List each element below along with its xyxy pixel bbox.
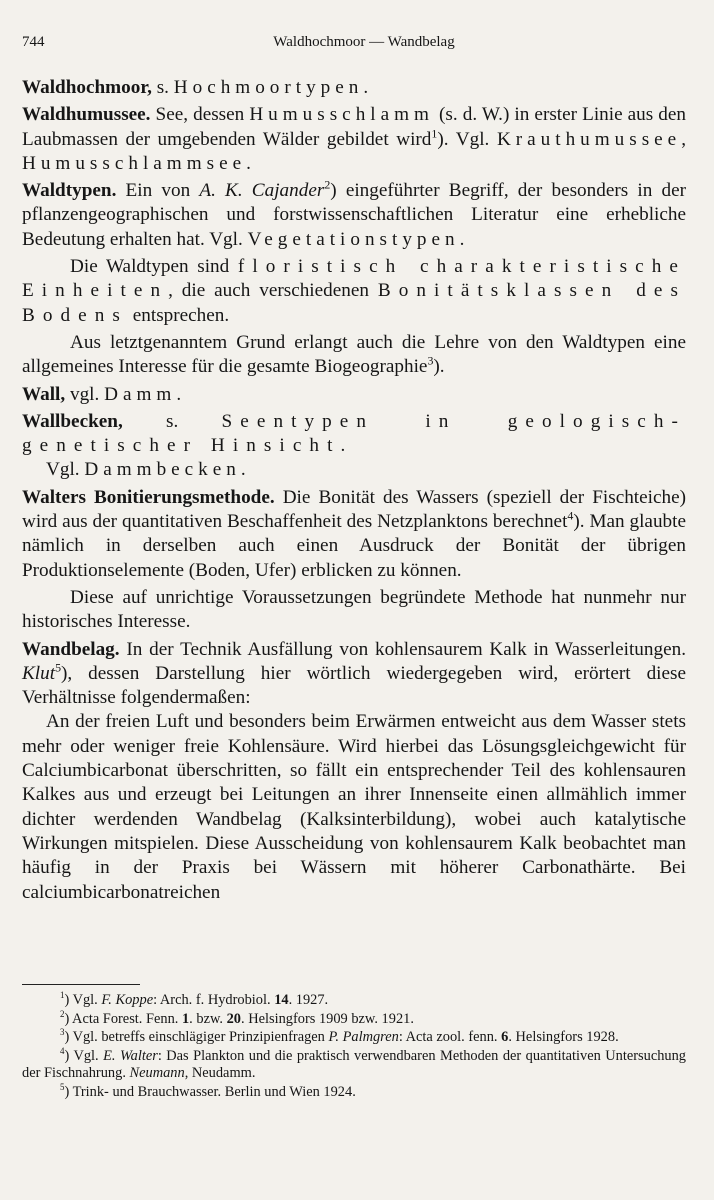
entry-term: Wall, (22, 383, 66, 405)
cross-reference: Damm (104, 383, 177, 405)
entry-waldhumussee: Waldhumussee. See, dessen Humusschlamm (s. d. W.) in erster Linie aus den Laubmassen der umgebenden Wälder gebildet wird$^1$). Vgl. Krauthumussee, Humusschlammsee. (22, 104, 686, 174)
running-title: Waldhochmoor — Wandbelag (273, 34, 455, 50)
footnotes (22, 992, 686, 1103)
paragraph: Aus letztgenanntem Grund erlangt auch die Lehre von den Waldtypen eine allgemeines Interesse für die gesamte Biogeographie$^3$). (22, 331, 686, 378)
entry-waldtypen: Waldtypen. Ein von A. K. Cajander$^2$) eingeführter Begriff, der besonders in der pflanzengeographischen und forstwissenschaftlichen Literatur eine erhebliche Bedeutung erhalten hat. Vgl. Vegetationstypen. (22, 177, 686, 250)
entry-wall: Wall, vgl. Damm. (22, 383, 182, 405)
entry-term: Wallbecken, (22, 410, 123, 432)
entry-wandbelag: Wandbelag. In der Technik Ausfällung von kohlensaurem Kalk in Wasserleitungen. Klut$^5$), dessen Darstellung hier wörtlich wiedergegeben wird, erörtert diese Verhältnisse folgendermaßen: (22, 638, 686, 709)
entry-walters-bonitierungsmethode: Walters Bonitierungsmethode. Die Bonität des Wassers (speziell der Fischteiche) wird aus der quantitativen Beschaffenheit des Netzplanktons berechnet$^4$). Man glaubte nämlich in derselben auch einen Ausdruck der Bonität der übrigen Produktionselemente (Boden, Ufer) erblicken zu können. (22, 486, 686, 581)
cross-reference: Krauthumussee (496, 128, 682, 150)
cross-reference: Vegetationstypen (247, 228, 460, 250)
footnote-marker: 3 (427, 353, 434, 368)
footnote-marker: 5 (55, 660, 62, 675)
paragraph: Die Waldtypen sind floristisch charakteristische Einheiten, die auch verschiedenen Bonitätsklassen des Bodens entsprechen. (22, 256, 686, 326)
paragraph: Diese auf unrichtige Voraussetzungen begründete Methode hat nunmehr nur historisches Interesse. (22, 586, 686, 633)
footnote: $^2$) Acta Forest. Fenn. 1. bzw. 20. Helsingfors 1909 bzw. 1921. (60, 1008, 414, 1027)
emphasis-spaced: Bonitätsklassen des Bodens (22, 280, 686, 326)
cross-reference: Humusschlamm (249, 104, 434, 126)
footnote: $^3$) Vgl. betreffs einschlägiger Prinzipienfragen P. Palmgren: Acta zool. fenn. 6. Helsingfors 1928. (60, 1027, 619, 1046)
running-header (22, 34, 686, 51)
footnote-marker: 4 (567, 508, 574, 523)
main-text (22, 76, 686, 905)
page-number: 744 (22, 34, 45, 50)
author-name: Klut (22, 662, 56, 684)
entry-waldhochmoor: Waldhochmoor, s. Hochmoortypen. (22, 77, 369, 98)
paragraph: Vgl. Dammbecken. (46, 459, 246, 481)
cross-reference: Humusschlammsee (22, 152, 247, 174)
footnote-marker: 1 (431, 126, 438, 141)
entry-term: Waldhumussee. (22, 104, 151, 126)
cross-reference: Seentypen in geologisch-genetischer Hinsicht (22, 410, 686, 457)
author-name: A. K. Cajander (199, 180, 325, 202)
cross-reference: Hochmoortypen (173, 77, 364, 98)
paragraph: An der freien Luft und besonders beim Erwärmen entweicht aus dem Wasser stets mehr oder weniger freie Kohlensäure. Wird hierbei das Lösungsgleichgewicht für Calciumbicarbonat überschritten, so fällt ein entsprechender Teil des kohlensauren Kalkes aus und erzeugt bei Leitungen an ihrer Innenseite einen allmählich immer dichter werdenden Wandbelag (Kalksinterbildung), wobei auch katalytische Wirkungen mitspielen. Diese Ausscheidung von kohlensaurem Kalk beobachtet man häufig in der Praxis bei Wässern mit höherer Carbonathärte. Bei calciumbicarbonatreichen (22, 711, 686, 903)
footnote-marker: 2 (324, 177, 331, 192)
entry-term: Wandbelag. (22, 638, 120, 660)
entry-wallbecken: Wallbecken, s. Seentypen in geologisch-genetischer Hinsicht. (22, 410, 686, 457)
entry-term: Waldhochmoor, (22, 77, 152, 98)
footnote-divider (22, 984, 140, 985)
footnote: $^4$) Vgl. E. Walter: Das Plankton und die praktisch verwendbaren Methoden der quantitativen Untersuchung der Fischnahrung. Neumann, Neudamm. (22, 1045, 686, 1082)
cross-reference: Dammbecken (84, 459, 241, 481)
entry-term: Waldtypen. (22, 180, 117, 202)
footnote: $^5$) Trink- und Brauchwasser. Berlin und Wien 1924. (60, 1082, 356, 1100)
entry-term: Walters Bonitierungsmethode. (22, 486, 275, 508)
footnote: $^1$) Vgl. F. Koppe: Arch. f. Hydrobiol. 14. 1927. (60, 990, 329, 1008)
emphasis-spaced: floristisch charakteristische Einheiten (22, 256, 686, 302)
